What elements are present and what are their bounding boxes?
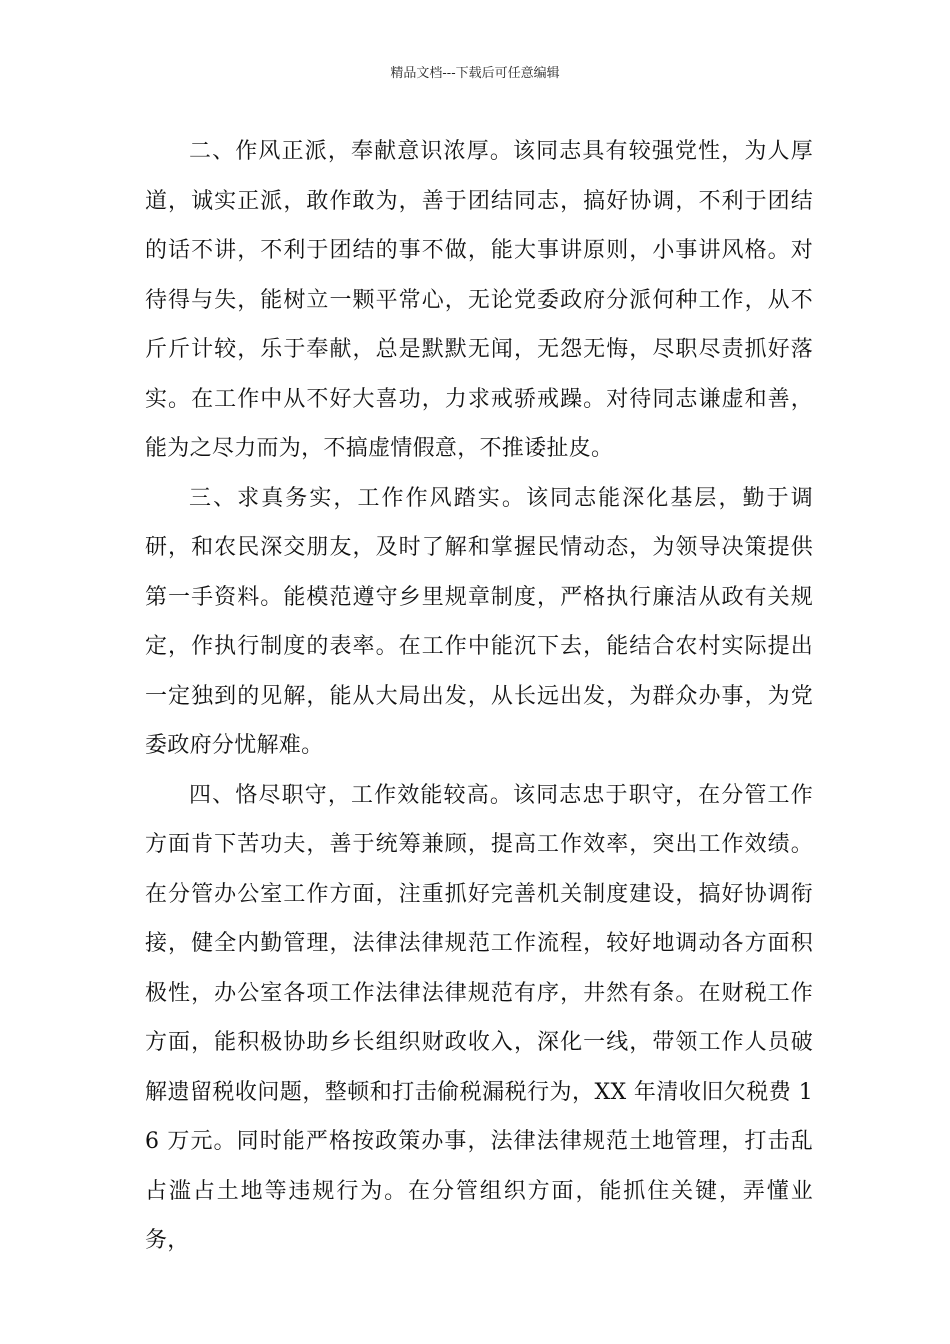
document-body	[145, 127, 813, 1266]
paragraph-duty: 四、恪尽职守，工作效能较高。该同志忠于职守，在分管工作方面肯下苦功夫，善于统筹兼顾，提高工作效率，突出工作效绩。在分管办公室工作方面，注重抓好完善机关制度建设，搞好协调衔接，健全内勤管理，法律法律规范工作流程，较好地调动各方面积极性，办公室各项工作法律法律规范有序，井然有条。在财税工作方面，能积极协助乡长组织财政收入，深化一线，带领工作人员破解遗留税收问题，整顿和打击偷税漏税行为，XX 年清收旧欠税费 16 万元。同时能严格按政策办事，法律法律规范土地管理，打击乱占滥占土地等违规行为。在分管组织方面，能抓住关键，弄懂业务，	[145, 782, 813, 1253]
paragraph-conduct: 二、作风正派，奉献意识浓厚。该同志具有较强党性，为人厚道，诚实正派，敢作敢为，善于团结同志，搞好协调，不利于团结的话不讲，不利于团结的事不做，能大事讲原则，小事讲风格。对待得与失，能树立一颗平常心，无论党委政府分派何种工作，从不斤斤计较，乐于奉献，总是默默无闻，无怨无悔，尽职尽责抓好落实。在工作中从不好大喜功，力求戒骄戒躁。对待同志谦虚和善，能为之尽力而为，不搞虚情假意，不推诿扯皮。	[145, 139, 813, 461]
page-header: 精品文档---下载后可任意编辑	[390, 66, 560, 81]
paragraph-pragmatism: 三、求真务实，工作作风踏实。该同志能深化基层，勤于调研，和农民深交朋友，及时了解和掌握民情动态，为领导决策提供第一手资料。能模范遵守乡里规章制度，严格执行廉洁从政有关规定，作执行制度的表率。在工作中能沉下去，能结合农村实际提出一定独到的见解，能从大局出发，从长远出发，为群众办事，为党委政府分忧解难。	[145, 485, 813, 758]
